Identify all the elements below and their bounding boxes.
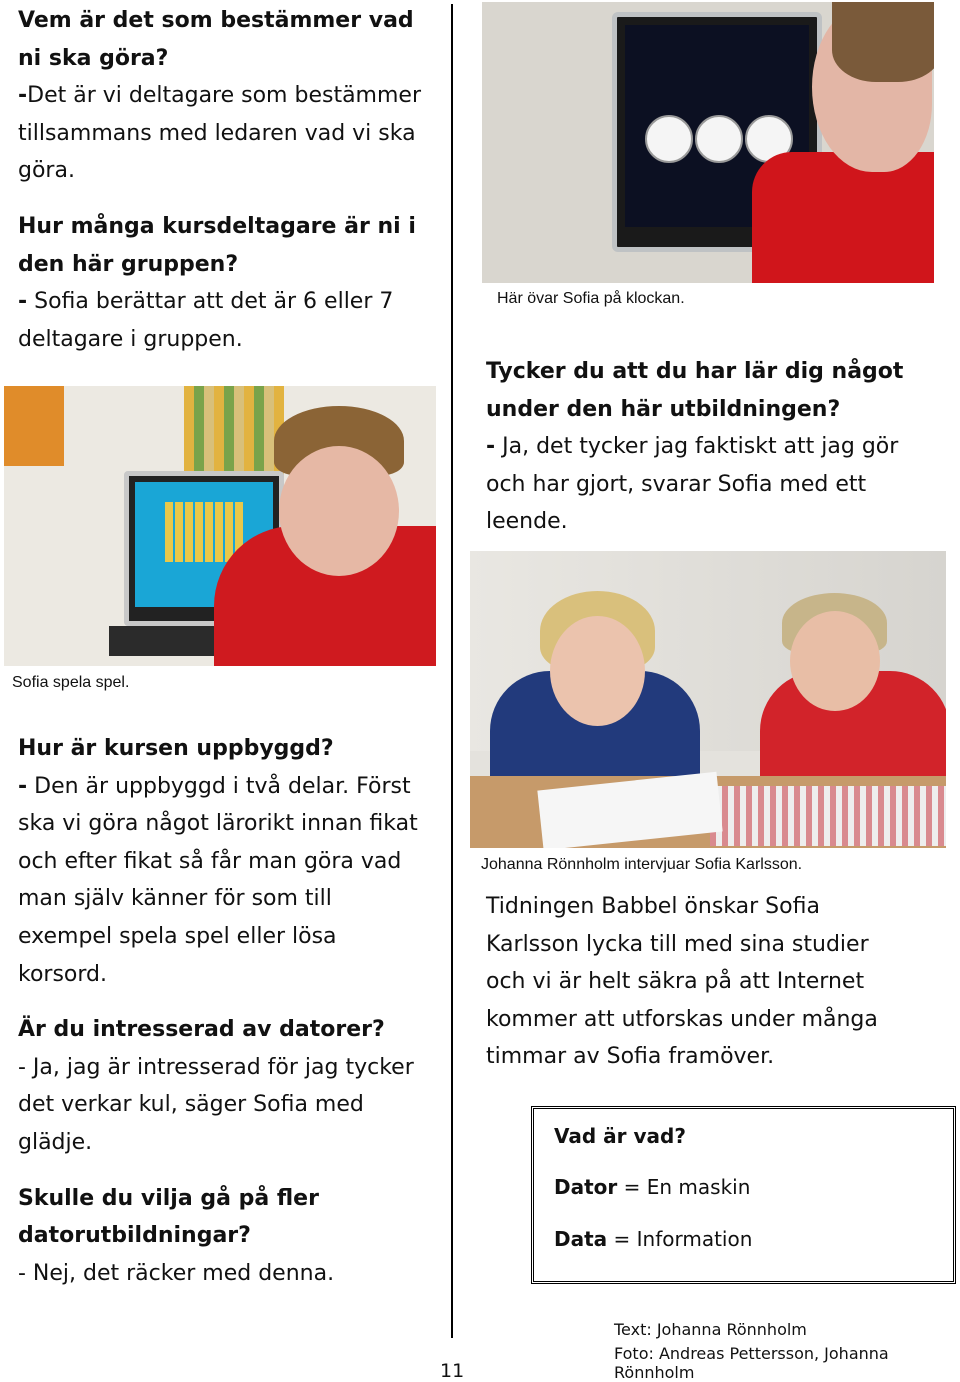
question-more-courses: Skulle du vilja gå på fler datorutbildningar?	[18, 1185, 319, 1249]
answer-learned	[486, 428, 926, 541]
credits-photo: Foto: Andreas Pettersson, Johanna Rönnholm	[614, 1344, 889, 1382]
photo-caption: Johanna Rönnholm intervjuar Sofia Karlsson.	[481, 856, 803, 873]
answer-group-size	[18, 283, 428, 358]
answer-dash: -	[486, 434, 496, 460]
interview-block-1	[18, 2, 428, 358]
glossary-definition: = Information	[607, 1227, 753, 1251]
question-interest: Är du intresserad av datorer?	[18, 1017, 385, 1043]
page-number: 11	[440, 1360, 465, 1382]
answer-who-decides	[18, 77, 428, 190]
photo-interview	[470, 551, 946, 848]
glossary-definition: = En maskin	[617, 1175, 751, 1199]
answer-text: Ja, det tycker jag faktiskt att jag gör och har gjort, svarar Sofia med ett leende.	[486, 434, 899, 535]
photo-sofia-playing-game	[4, 386, 436, 666]
question-learned: Tycker du att du har lär dig något under den här utbildningen?	[486, 359, 904, 422]
column-divider	[451, 4, 453, 1338]
glossary-term: Dator	[554, 1175, 618, 1199]
interview-block-2	[18, 730, 428, 1292]
photo-sofia-clock-exercise	[482, 2, 934, 283]
answer-text: Det är vi deltagare som bestämmer tillsammans med ledaren vad vi ska göra.	[18, 83, 421, 184]
question-course-structure: Hur är kursen uppbyggd?	[18, 736, 334, 761]
glossary-term: Data	[554, 1227, 608, 1251]
photo-caption: Sofia spela spel.	[12, 674, 130, 691]
question-group-size: Hur många kursdeltagare är ni i den här gruppen?	[18, 213, 416, 277]
glossary-entry-data	[554, 1227, 752, 1251]
answer-text: Den är uppbyggd i två delar. Först ska vi göra något lärorikt innan fikat och efter fikat så får man göra vad man själv känner för som till exempel spela spel eller lösa korsord.	[18, 773, 418, 987]
answer-dash: -	[18, 289, 28, 315]
photo-caption: Här övar Sofia på klockan.	[497, 290, 685, 307]
credits-text: Text: Johanna Rönnholm	[614, 1320, 807, 1339]
question-who-decides: Vem är det som bestämmer vad ni ska göra?	[18, 8, 414, 71]
answer-dash: -	[18, 773, 28, 799]
closing-paragraph: Tidningen Babbel önskar Sofia Karlsson lycka till med sina studier och vi är helt säkra på att Internet kommer att utforskas under många timmar av Sofia framöver.	[486, 894, 878, 1070]
glossary-title: Vad är vad?	[554, 1124, 686, 1148]
glossary-box	[531, 1106, 956, 1284]
interview-block-3	[486, 353, 926, 541]
answer-text: Sofia berättar att det är 6 eller 7 deltagare i gruppen.	[18, 289, 394, 352]
glossary-entry-dator	[554, 1175, 750, 1199]
answer-dash: -	[18, 83, 28, 109]
answer-course-structure	[18, 768, 428, 994]
answer-interest: - Ja, jag är intresserad för jag tycker det verkar kul, säger Sofia med glädje.	[18, 1054, 414, 1155]
answer-more-courses: - Nej, det räcker med denna.	[18, 1260, 335, 1286]
